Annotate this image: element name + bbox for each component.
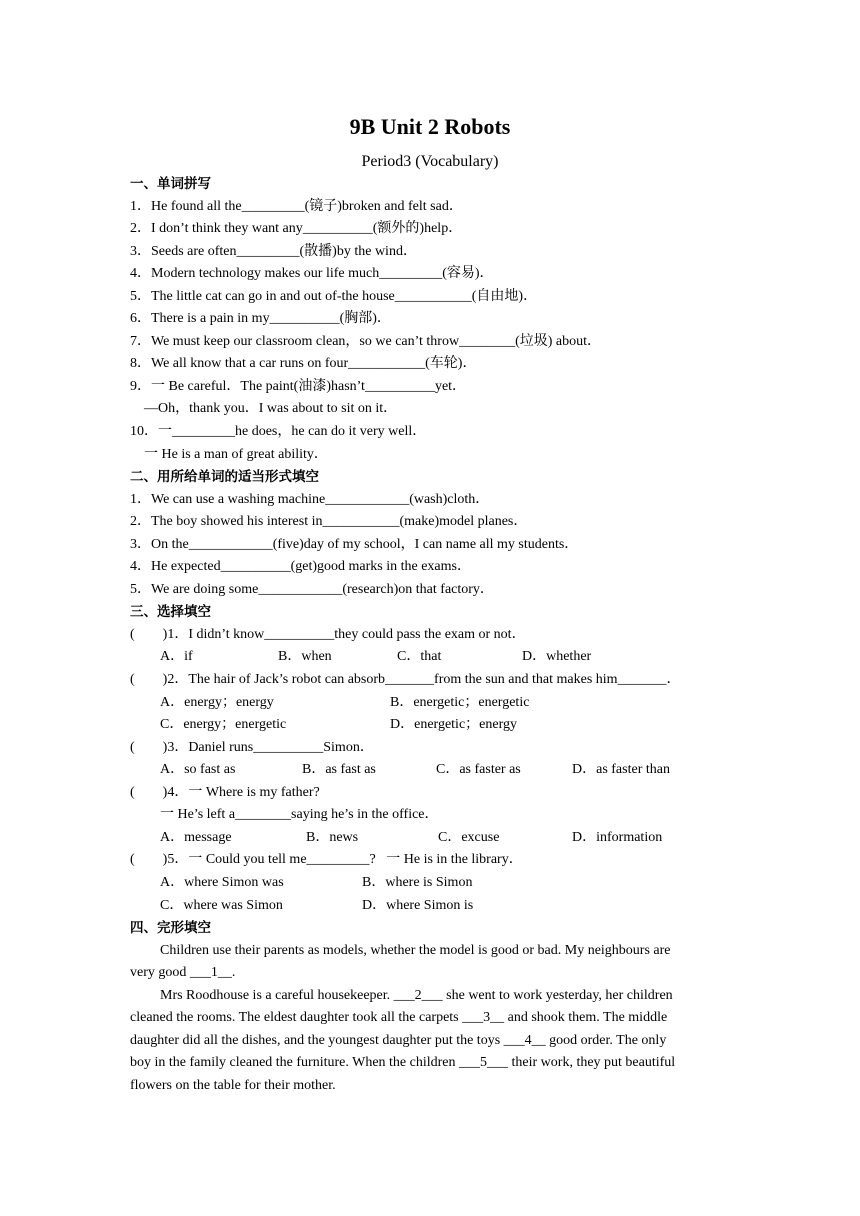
section-heading-spelling: 一、单词拼写 [130,176,211,192]
option: D．whether [522,649,592,665]
word-form-item: 4．He expected__________(get)good marks in the exams． [130,559,471,575]
spelling-item: 9．一 Be careful．The paint(油漆)hasn’t__________yet． [130,378,467,394]
cloze-text-line: boy in the family cleaned the furniture. When the children ___5___ their work, they put beautiful [130,1055,676,1071]
word-form-item: 5．We are doing some____________(research)on that factory． [130,581,494,597]
worksheet-content [130,173,730,1097]
page-title: 9B Unit 2 Robots [349,114,511,139]
spelling-item: 4．Modern technology makes our life much_________(容易)． [130,266,494,282]
option: C．energy；energetic [160,717,287,733]
word-form-item: 3．On the____________(five)day of my school，I can name all my students． [130,536,579,552]
choice-options [130,872,730,895]
spelling-item: 8．We all know that a car runs on four___________(车轮)． [130,356,477,372]
choice-options [130,895,730,918]
word-form-item: 1．We can use a washing machine____________(wash)cloth． [130,491,490,507]
spelling-item: 2．I don’t think they want any__________(额外的)help． [130,221,463,237]
option: B．energetic；energetic [390,694,530,710]
cloze-text-line: daughter did all the dishes, and the youngest daughter put the toys ___4__ good order. The only [130,1032,667,1048]
section-heading-multiple-choice: 三、选择填空 [130,604,211,621]
option: B．where is Simon [362,874,473,890]
option: D．information [572,829,663,845]
choice-options [130,827,730,850]
option: C．where was Simon [160,897,283,913]
choice-options [130,759,730,782]
cloze-text-line: flowers on the table for their mother. [130,1077,336,1093]
choice-question: ( )5．一 Could you tell me_________? 一 He is in the library． [130,852,523,868]
spelling-item: 10．一_________he does，he can do it very well． [130,424,427,440]
option: D．where Simon is [362,897,474,913]
choice-options [130,646,730,669]
page-subtitle: Period3 (Vocabulary) [361,153,499,170]
choice-options [130,714,730,737]
section-heading-cloze: 四、完形填空 [130,920,211,937]
spelling-item: 6．There is a pain in my__________(胸部)． [130,311,391,327]
spelling-item-reply: 一 He is a man of great ability． [144,446,328,462]
choice-question: ( )2．The hair of Jack’s robot can absorb_______from the sun and that makes him_______． [130,672,681,688]
spelling-item: 7．We must keep our classroom clean，so we can’t throw________(垃圾) about． [130,333,602,349]
spelling-item: 3．Seeds are often_________(散播)by the wind． [130,243,417,259]
spelling-item: 5．The little cat can go in and out of-the house___________(自由地)． [130,288,538,304]
choice-question: ( )4．一 Where is my father? [130,784,320,800]
option: C．that [397,649,442,665]
option: B．as fast as [302,762,376,778]
option: D．as faster than [572,762,670,778]
section-heading-word-forms: 二、用所给单词的适当形式填空 [130,469,319,486]
choice-options [130,692,730,715]
choice-question: ( )3．Daniel runs__________Simon． [130,739,374,755]
option: B．when [278,649,332,665]
option: C．excuse [438,829,500,845]
spelling-item-reply: —Oh，thank you．I was about to sit on it． [144,401,398,417]
option: A．energy；energy [160,694,274,710]
cloze-text-line: cleaned the rooms. The eldest daughter took all the carpets ___3__ and shook them. The middle [130,1010,668,1026]
option: C．as faster as [436,762,521,778]
option: A．so fast as [160,762,236,778]
choice-question: ( )1．I didn’t know__________they could pass the exam or not． [130,626,526,642]
option: A．if [160,649,193,665]
word-form-item: 2．The boy showed his interest in___________(make)model planes． [130,514,528,530]
spelling-item: 1．He found all the_________(镜子)broken and felt sad． [130,198,463,214]
cloze-text-line: Mrs Roodhouse is a careful housekeeper. ___2___ she went to work yesterday, her children [160,987,673,1003]
option: A．message [160,829,232,845]
choice-question-reply: 一 He’s left a________saying he’s in the office． [160,807,439,823]
option: A．where Simon was [160,874,284,890]
option: D．energetic；energy [390,717,517,733]
cloze-text-line: Children use their parents as models, whether the model is good or bad. My neighbours are [160,942,671,958]
option: B．news [306,829,359,845]
cloze-text-line: very good ___1__. [130,965,236,981]
